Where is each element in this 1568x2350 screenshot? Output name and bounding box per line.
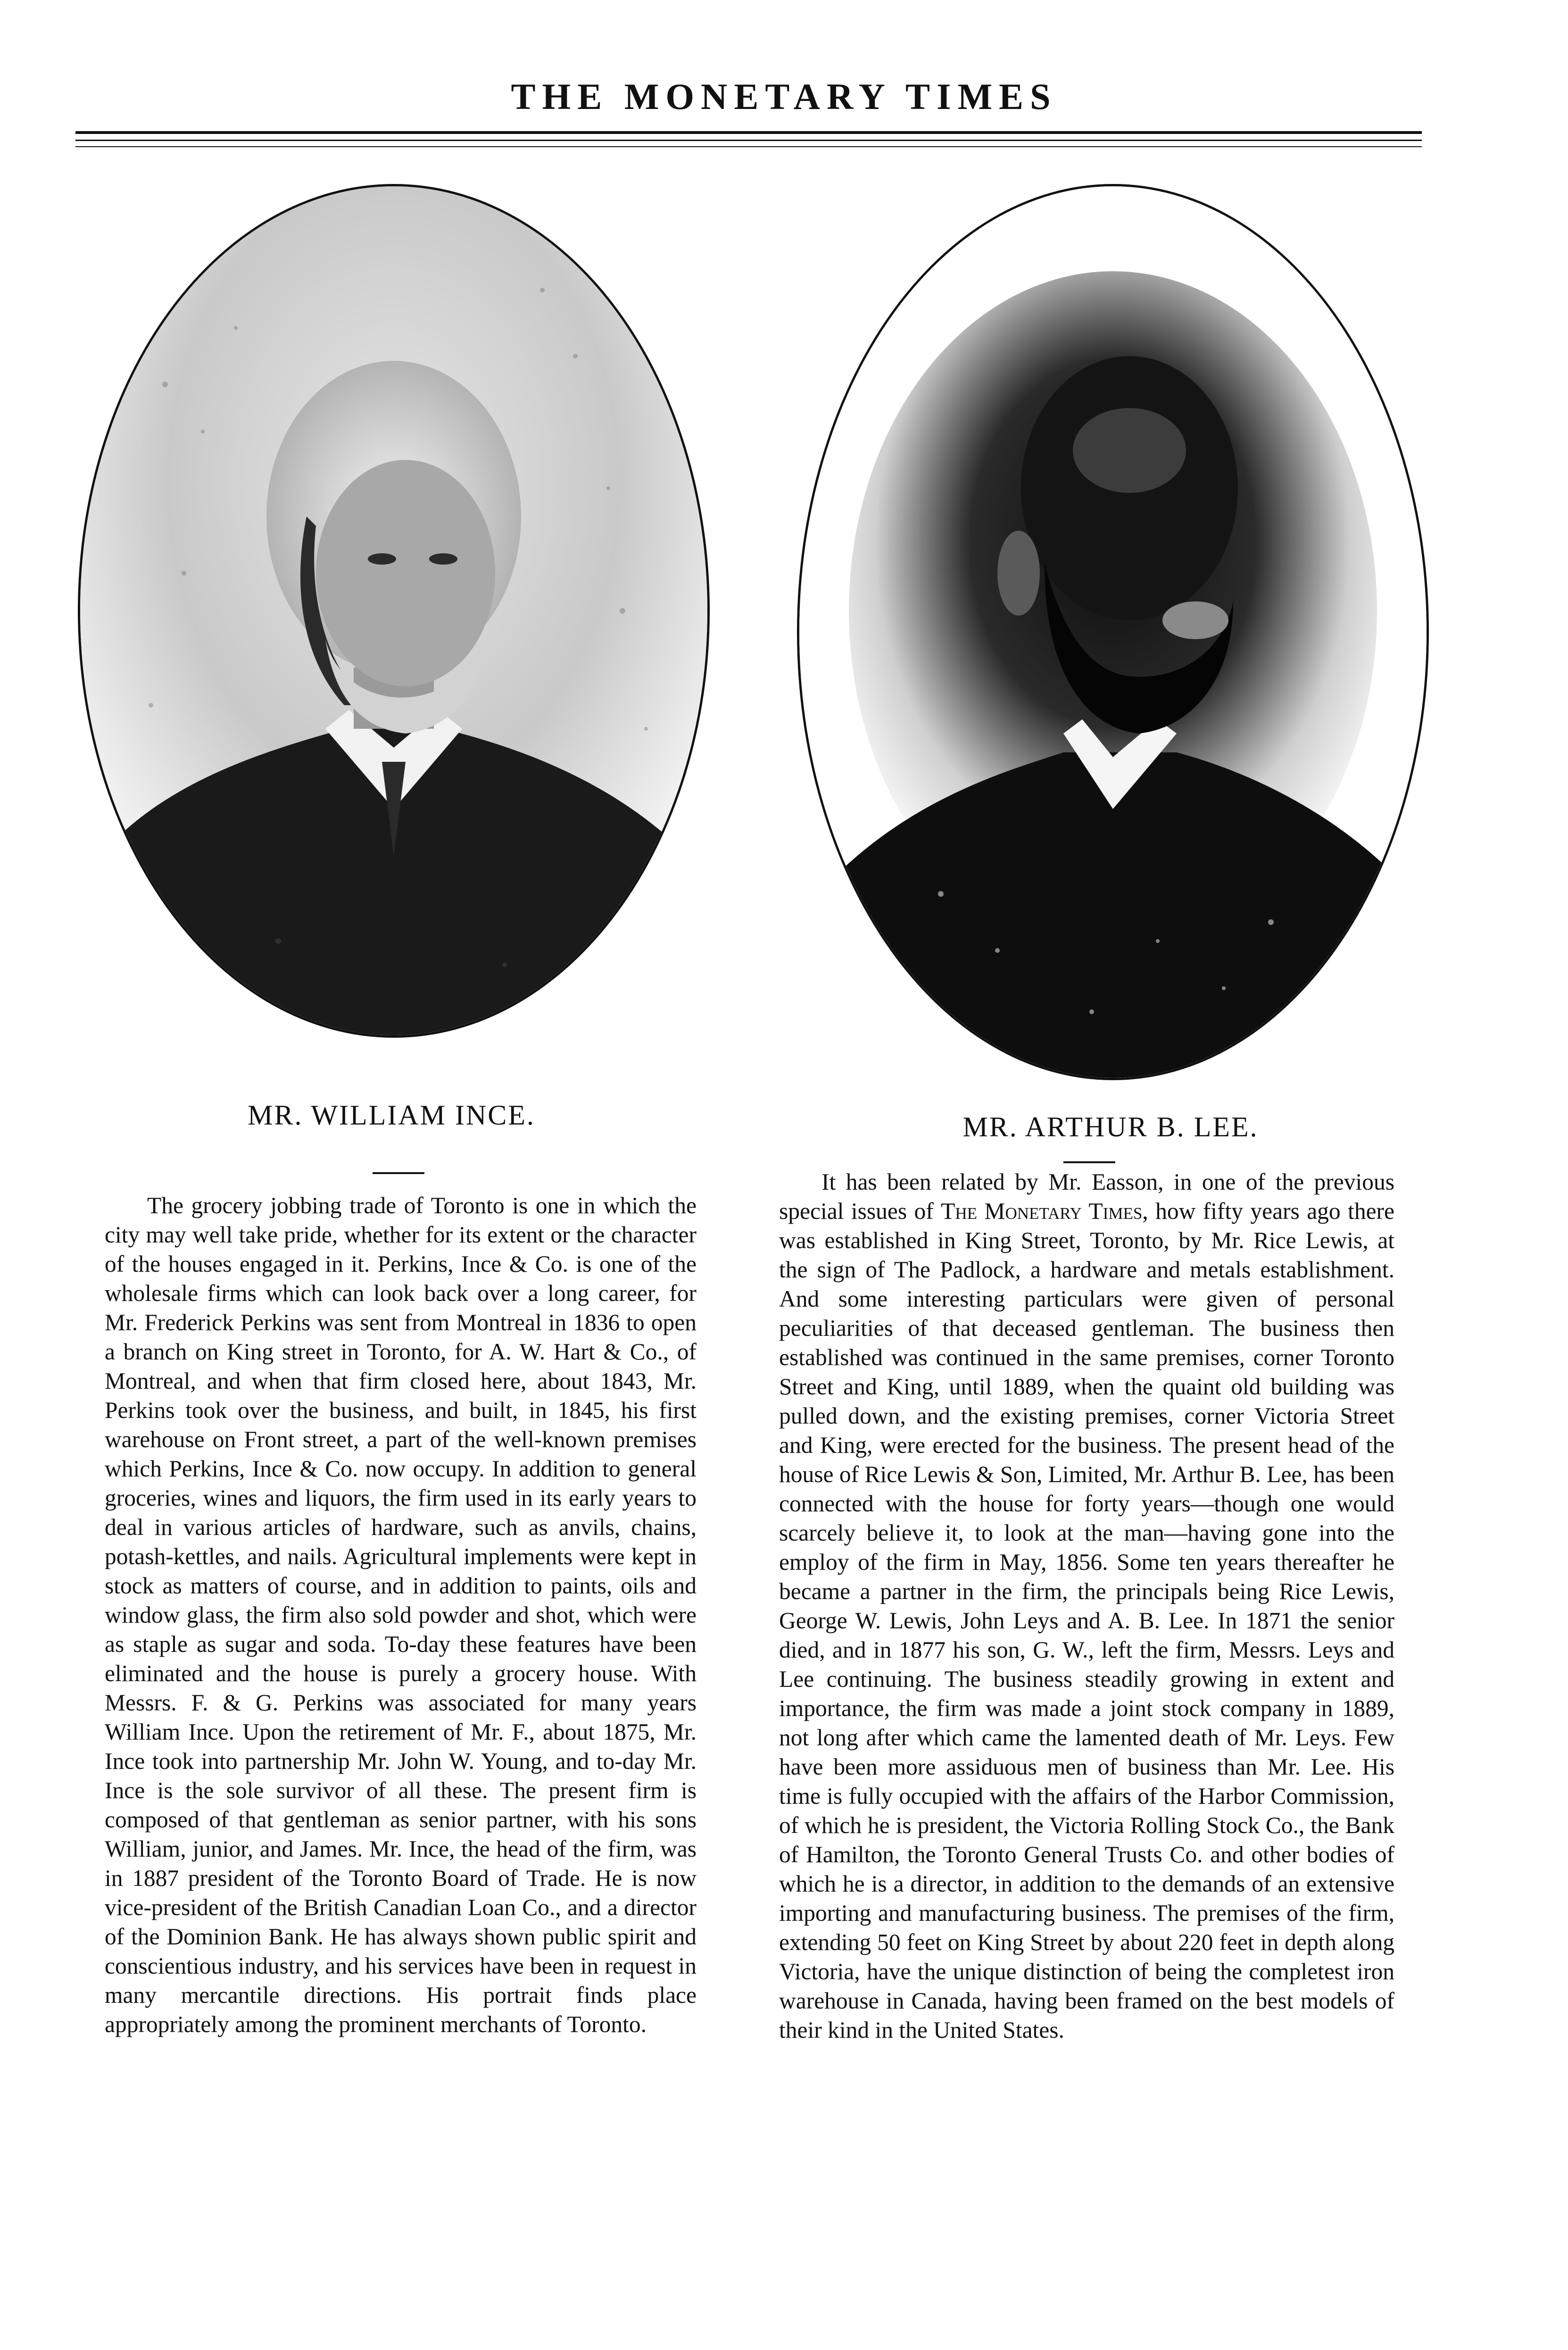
- masthead-rule: [75, 146, 1422, 147]
- article-right-paragraph: [779, 1167, 1394, 2045]
- article-left: [105, 1191, 697, 2039]
- article-right: [779, 1167, 1394, 2045]
- article-right-text-start: It has been related by Mr. Easson, in one of the previous special issues of: [779, 1169, 1394, 1224]
- masthead-rule: [75, 131, 1422, 134]
- publication-name: The Monetary Times: [941, 1198, 1143, 1224]
- caption-left: MR. WILLIAM INCE.: [248, 1100, 535, 1131]
- caption-divider: [1063, 1161, 1115, 1163]
- article-left-paragraph: The grocery jobbing trade of Toronto is one in which the city may well take pride, whether for its extent or the character of the houses engaged in it. Perkins, Ince & Co. is one of the wholesale firms which can look back over a long career, for Mr. Frederick Perkins was sent from Montreal in 1836 to open a branch on King street in Toronto, for A. W. Hart & Co., of Montreal, and when that firm closed here, about 1843, Mr. Perkins took over the business, and built, in 1845, his first warehouse on Front street, a part of the well-known premises which Perkins, Ince & Co. now occupy. In addition to general groceries, wines and liquors, the firm used in its early years to deal in various articles of hardware, such as anvils, chains, potash-kettles, and nails. Agricultural implements were kept in stock as matters of course, and in addition to paints, oils and window glass, the firm also sold powder and shot, which were as staple as sugar and soda. To-day these features have been eliminated and the house is purely a grocery house. With Messrs. F. & G. Perkins was associated for many years William Ince. Upon the retirement of Mr. F., about 1875, Mr. Ince took into partnership Mr. John W. Young, and to-day Mr. Ince is the sole survivor of all these. The present firm is composed of that gentleman as senior partner, with his sons William, junior, and James. Mr. Ince, the head of the firm, was in 1887 president of the Toronto Board of Trade. He is now vice-president of the British Canadian Loan Co., and a director of the Dominion Bank. He has always shown public spirit and conscientious industry, and his services have been in request in many mercantile directions. His portrait finds place appropriately among the prominent merchants of Toronto.: [105, 1192, 697, 2037]
- article-right-text-end: , how fifty years ago there was established in King Street, Toronto, by Mr. Rice Lewis, at the sign of The Padlock, a hardware and metals establishment. And some interesting particulars were given of personal peculiarities of that deceased gentleman. The business then established was continued in the same premises, corner Toronto Street and King, until 1889, when the quaint old building was pulled down, and the existing premises, corner Victoria Street and King, were erected for the business. The present head of the house of Rice Lewis & Son, Limited, Mr. Arthur B. Lee, has been connected with the house for forty years—though one would scarcely believe it, to look at the man—having gone into the employ of the firm in May, 1856. Some ten years thereafter he became a partner in the firm, the principals being Rice Lewis, George W. Lewis, John Leys and A. B. Lee. In 1871 the senior died, and in 1877 his son, G. W., left the firm, Messrs. Leys and Lee continuing. The business steadily growing in extent and importance, the firm was made a joint stock company in 1889, not long after which came the lamented death of Mr. Leys. Few have been more assiduous men of business than Mr. Lee. His time is fully occupied with the affairs of the Harbor Commission, of which he is president, the Victoria Rolling Stock Co., the Bank of Hamilton, the Toronto General Trusts Co. and other bodies of which he is a director, in addition to the demands of an extensive importing and manufacturing business. The premises of the firm, extending 50 feet on King Street by about 220 feet in depth along Victoria, have the unique distinction of being the completest iron warehouse in Canada, having been framed on the best models of their kind in the United States.: [779, 1198, 1394, 2043]
- caption-divider: [373, 1172, 424, 1174]
- masthead-rule: [75, 140, 1422, 141]
- portrait-left: [78, 184, 710, 1038]
- portrait-right: [797, 184, 1429, 1080]
- portrait-bearded-man-icon: [80, 186, 707, 1035]
- caption-right: MR. ARTHUR B. LEE.: [962, 1111, 1259, 1142]
- masthead-title: THE MONETARY TIMES: [511, 76, 1057, 117]
- portrait-bearded-man-icon: [799, 186, 1427, 1078]
